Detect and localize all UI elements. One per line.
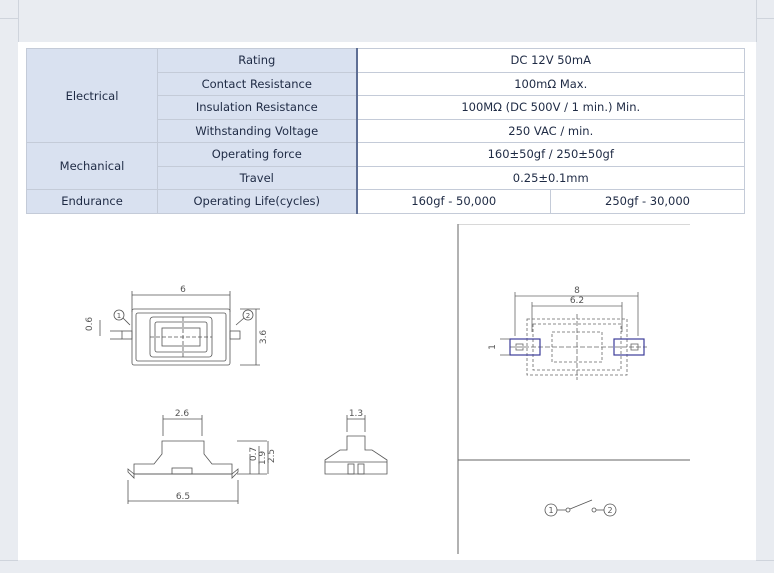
dim-side-actuator-label: 2.6: [174, 409, 190, 419]
dim-h3-label: 2.5: [267, 448, 277, 464]
item-rating: Rating: [158, 49, 357, 73]
dim-outer-label: 8: [574, 286, 580, 296]
dim-lead-label: 0.6: [85, 316, 95, 332]
table-row: [27, 143, 745, 167]
circuit-pin2-label: 2: [607, 506, 613, 515]
value-operating-force: 160±50gf / 250±50gf: [357, 143, 745, 167]
end-view-drawing: [325, 409, 387, 474]
value-life-250gf: 250gf - 30,000: [551, 190, 745, 214]
value-withstanding-voltage: 250 VAC / min.: [357, 119, 745, 143]
table-row: [27, 49, 745, 73]
pin2-label: 2: [245, 312, 251, 320]
top-view-drawing: [85, 285, 269, 365]
drawings-svg: [22, 224, 752, 554]
category-mechanical: Mechanical: [27, 143, 158, 190]
end-body-outline: [325, 436, 387, 474]
side-view-drawing: [128, 409, 277, 504]
side-lead-right: [232, 469, 238, 478]
dim-inner-label: 6.2: [569, 296, 585, 306]
item-operating-force: Operating force: [158, 143, 357, 167]
corner-mark-bl-h: [0, 560, 18, 561]
datasheet-page: [18, 42, 756, 560]
value-contact-resistance: 100mΩ Max.: [357, 72, 745, 96]
pin1-label: 1: [116, 312, 122, 320]
dimension-drawings: [22, 224, 752, 554]
dim-h2-label: 1.9: [258, 450, 268, 466]
pcb-layout-drawing: [488, 286, 647, 380]
side-lead-left: [128, 469, 134, 478]
specification-table: [26, 48, 745, 214]
dim-width-label: 6: [180, 285, 186, 295]
item-travel: Travel: [158, 166, 357, 190]
item-contact-resistance: Contact Resistance: [158, 72, 357, 96]
item-withstanding-voltage: Withstanding Voltage: [158, 119, 357, 143]
circuit-contact-left: [566, 508, 570, 512]
category-electrical: Electrical: [27, 49, 158, 143]
item-insulation-resistance: Insulation Resistance: [158, 96, 357, 120]
circuit-diagram: [545, 500, 616, 516]
category-endurance: Endurance: [27, 190, 158, 214]
dim-side-base-label: 6.5: [175, 492, 191, 502]
lead-right: [230, 331, 240, 339]
lead-left: [122, 331, 132, 339]
pin2-leader: [236, 318, 244, 325]
corner-mark-br-h: [756, 560, 774, 561]
dim-height-label: 3.6: [259, 329, 269, 345]
side-body-outline: [134, 441, 232, 474]
value-travel: 0.25±0.1mm: [357, 166, 745, 190]
value-life-160gf: 160gf - 50,000: [357, 190, 551, 214]
dim-end-actuator-label: 1.3: [348, 409, 364, 419]
end-lead-right: [358, 464, 364, 474]
corner-mark-tl-v: [18, 0, 19, 42]
pin1-leader: [123, 318, 130, 325]
end-lead-left: [348, 464, 354, 474]
side-slot: [172, 468, 192, 474]
value-rating: DC 12V 50mA: [357, 49, 745, 73]
dim-h1-label: 0.7: [249, 446, 259, 462]
table-row: [27, 190, 745, 214]
circuit-switch-arm: [570, 500, 592, 509]
corner-mark-tl-h: [0, 18, 18, 19]
value-insulation-resistance: 100MΩ (DC 500V / 1 min.) Min.: [357, 96, 745, 120]
corner-mark-tr-v: [756, 0, 757, 42]
corner-mark-tr-h: [756, 18, 774, 19]
circuit-contact-right: [592, 508, 596, 512]
circuit-pin1-label: 1: [548, 506, 554, 515]
dim-pad-label: 1: [488, 344, 498, 350]
item-operating-life: Operating Life(cycles): [158, 190, 357, 214]
